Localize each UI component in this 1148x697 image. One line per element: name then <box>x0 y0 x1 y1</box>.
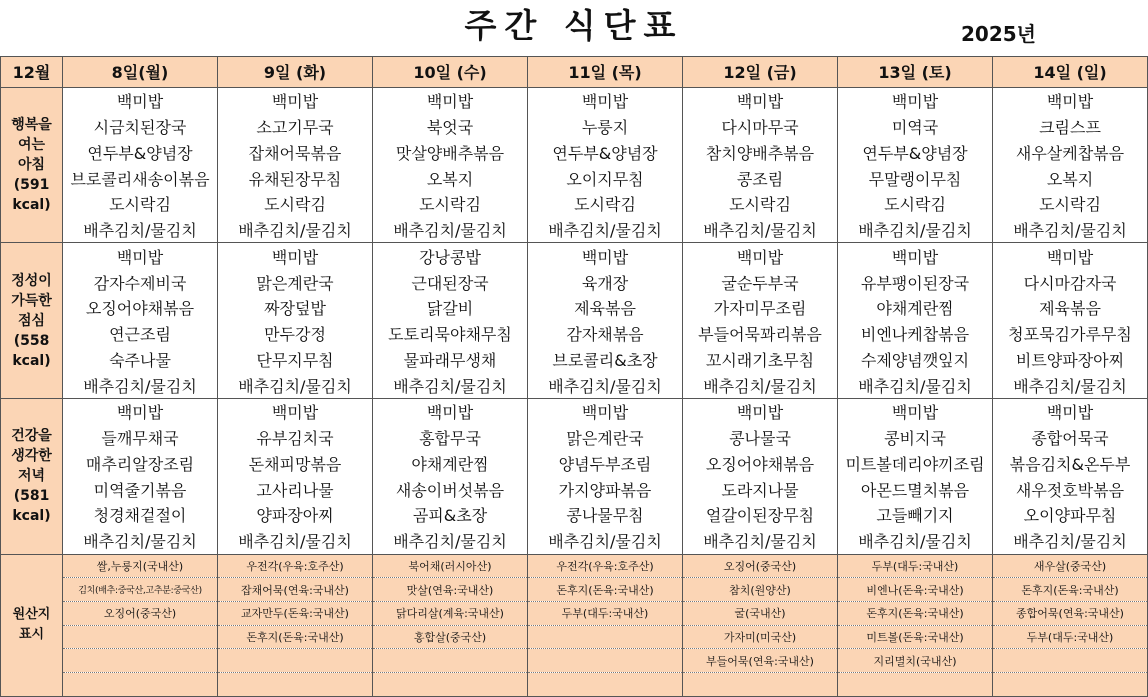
menu-row <box>1 139 1148 165</box>
dish-cell: 잡채어묵볶음 <box>218 139 373 165</box>
dish-cell: 백미밥 <box>528 398 683 424</box>
dish-cell: 미트볼데리야끼조림 <box>838 450 993 476</box>
dish-cell: 콩비지국 <box>838 425 993 451</box>
dish-cell: 백미밥 <box>63 398 218 424</box>
dish-cell: 다시마감자국 <box>993 269 1148 295</box>
origin-row <box>1 673 1148 697</box>
dish-cell: 고사리나물 <box>218 476 373 502</box>
dish-cell: 유부팽이된장국 <box>838 269 993 295</box>
origin-cell <box>993 673 1148 697</box>
origin-cell <box>63 649 218 673</box>
meal-label-line: 가득한 <box>11 292 52 309</box>
dish-cell: 백미밥 <box>683 398 838 424</box>
menu-row <box>1 191 1148 217</box>
dish-cell: 백미밥 <box>838 243 993 269</box>
dish-cell: 비트양파장아찌 <box>993 346 1148 372</box>
menu-row <box>1 321 1148 347</box>
origin-cell <box>218 673 373 697</box>
dish-cell: 배추김치/물김치 <box>993 217 1148 243</box>
origin-cell: 새우살(중국산) <box>993 554 1148 578</box>
dish-cell: 가자미무조림 <box>683 295 838 321</box>
title-row <box>0 0 1148 57</box>
meal-label-line: kcal) <box>12 352 51 369</box>
menu-row <box>1 87 1148 113</box>
origin-label-line: 원산지 <box>12 607 51 623</box>
dish-cell: 물파래무생채 <box>373 346 528 372</box>
dish-cell: 도시락김 <box>218 191 373 217</box>
dish-cell: 얼갈이된장무침 <box>683 502 838 528</box>
dish-cell: 유부김치국 <box>218 425 373 451</box>
origin-cell: 굴(국내산) <box>683 601 838 625</box>
dish-cell: 새우젓호박볶음 <box>993 476 1148 502</box>
dish-cell: 도라지나물 <box>683 476 838 502</box>
dish-cell: 백미밥 <box>993 87 1148 113</box>
dish-cell: 곰피&초장 <box>373 502 528 528</box>
dish-cell: 도시락김 <box>528 191 683 217</box>
menu-row <box>1 243 1148 269</box>
day-header: 11일 (목) <box>528 57 683 88</box>
year-label: 2025년 <box>961 22 1036 46</box>
meal-label <box>1 243 63 399</box>
dish-cell: 볶음김치&온두부 <box>993 450 1148 476</box>
day-header: 12일 (금) <box>683 57 838 88</box>
dish-cell: 배추김치/물김치 <box>838 217 993 243</box>
dish-cell: 새우살케찹볶음 <box>993 139 1148 165</box>
meal-label-line: 점심 <box>17 312 46 329</box>
origin-cell: 우전각(우육:호주산) <box>218 554 373 578</box>
dish-cell: 백미밥 <box>218 87 373 113</box>
dish-cell: 배추김치/물김치 <box>528 372 683 398</box>
menu-row <box>1 295 1148 321</box>
dish-cell: 백미밥 <box>993 243 1148 269</box>
dish-cell: 근대된장국 <box>373 269 528 295</box>
origin-label <box>1 554 63 697</box>
menu-row <box>1 528 1148 554</box>
dish-cell: 강낭콩밥 <box>373 243 528 269</box>
month-cell: 12월 <box>1 57 63 88</box>
dish-cell: 백미밥 <box>373 87 528 113</box>
dish-cell: 배추김치/물김치 <box>528 528 683 554</box>
meal-label-line: 정성이 <box>11 272 52 289</box>
dish-cell: 연두부&양념장 <box>528 139 683 165</box>
origin-cell: 돈후지(돈육:국내산) <box>838 601 993 625</box>
day-header: 9일 (화) <box>218 57 373 88</box>
dish-cell: 닭갈비 <box>373 295 528 321</box>
origin-cell: 참치(원양산) <box>683 578 838 602</box>
dish-cell: 야채계란찜 <box>373 450 528 476</box>
dish-cell: 연두부&양념장 <box>63 139 218 165</box>
dish-cell: 배추김치/물김치 <box>63 372 218 398</box>
dish-cell: 오복지 <box>993 165 1148 191</box>
origin-cell: 돈후지(돈육:국내산) <box>993 578 1148 602</box>
dish-cell: 백미밥 <box>218 243 373 269</box>
origin-cell: 맛살(연육:국내산) <box>373 578 528 602</box>
dish-cell: 도시락김 <box>63 191 218 217</box>
origin-cell: 비엔나(돈육:국내산) <box>838 578 993 602</box>
menu-row <box>1 346 1148 372</box>
origin-cell: 두부(대두:국내산) <box>528 601 683 625</box>
origin-row <box>1 649 1148 673</box>
dish-cell: 백미밥 <box>373 398 528 424</box>
dish-cell: 제육볶음 <box>528 295 683 321</box>
dish-cell: 만두강정 <box>218 321 373 347</box>
dish-cell: 배추김치/물김치 <box>838 372 993 398</box>
meal-label-line: 아침 <box>17 157 46 174</box>
dish-cell: 배추김치/물김치 <box>373 217 528 243</box>
origin-cell <box>838 673 993 697</box>
dish-cell: 백미밥 <box>993 398 1148 424</box>
dish-cell: 양념두부조림 <box>528 450 683 476</box>
origin-cell <box>218 649 373 673</box>
origin-cell: 잡채어묵(연육:국내산) <box>218 578 373 602</box>
dish-cell: 도토리묵야채무침 <box>373 321 528 347</box>
meal-label <box>1 398 63 554</box>
dish-cell: 오복지 <box>373 165 528 191</box>
dish-cell: 크림스프 <box>993 114 1148 140</box>
origin-row <box>1 625 1148 649</box>
dish-cell: 홍합무국 <box>373 425 528 451</box>
dish-cell: 배추김치/물김치 <box>528 217 683 243</box>
dish-cell: 연근조림 <box>63 321 218 347</box>
dish-cell: 매추리알장조림 <box>63 450 218 476</box>
dish-cell: 배추김치/물김치 <box>63 217 218 243</box>
menu-row <box>1 425 1148 451</box>
origin-cell <box>373 649 528 673</box>
origin-cell: 지리멸치(국내산) <box>838 649 993 673</box>
dish-cell: 단무지무침 <box>218 346 373 372</box>
dish-cell: 제육볶음 <box>993 295 1148 321</box>
dish-cell: 백미밥 <box>63 243 218 269</box>
menu-row <box>1 114 1148 140</box>
origin-cell: 우전각(우육:호주산) <box>528 554 683 578</box>
origin-cell: 북어채(러시아산) <box>373 554 528 578</box>
dish-cell: 배추김치/물김치 <box>838 528 993 554</box>
dish-cell: 비엔나케찹볶음 <box>838 321 993 347</box>
meal-label-line: 저녁 <box>17 468 46 485</box>
dish-cell: 배추김치/물김치 <box>683 217 838 243</box>
menu-row <box>1 450 1148 476</box>
origin-cell: 미트볼(돈육:국내산) <box>838 625 993 649</box>
dish-cell: 배추김치/물김치 <box>218 372 373 398</box>
dish-cell: 가지양파볶음 <box>528 476 683 502</box>
dish-cell: 시금치된장국 <box>63 114 218 140</box>
day-header: 10일 (수) <box>373 57 528 88</box>
origin-cell <box>373 673 528 697</box>
dish-cell: 백미밥 <box>683 243 838 269</box>
dish-cell: 수제양념깻잎지 <box>838 346 993 372</box>
day-header: 14일 (일) <box>993 57 1148 88</box>
dish-cell: 백미밥 <box>528 87 683 113</box>
dish-cell: 소고기무국 <box>218 114 373 140</box>
dish-cell: 백미밥 <box>528 243 683 269</box>
menu-row <box>1 398 1148 424</box>
dish-cell: 콩조림 <box>683 165 838 191</box>
dish-cell: 콩나물국 <box>683 425 838 451</box>
dish-cell: 맑은계란국 <box>528 425 683 451</box>
dish-cell: 오징어야채볶음 <box>683 450 838 476</box>
dish-cell: 들깨무채국 <box>63 425 218 451</box>
menu-row <box>1 372 1148 398</box>
day-header: 13일 (토) <box>838 57 993 88</box>
meal-label-line: 건강을 <box>11 428 52 445</box>
meal-label-line: (581 <box>13 488 50 505</box>
dish-cell: 감자채볶음 <box>528 321 683 347</box>
meal-label-line: (558 <box>13 332 50 349</box>
dish-cell: 오이지무침 <box>528 165 683 191</box>
dish-cell: 연두부&양념장 <box>838 139 993 165</box>
dish-cell: 돈채피망볶음 <box>218 450 373 476</box>
page-title: 주간 식단표 <box>464 6 684 45</box>
dish-cell: 브로콜리&초장 <box>528 346 683 372</box>
origin-row <box>1 578 1148 602</box>
origin-cell <box>528 649 683 673</box>
dish-cell: 배추김치/물김치 <box>993 372 1148 398</box>
origin-cell: 두부(대두:국내산) <box>838 554 993 578</box>
origin-cell: 가자미(미국산) <box>683 625 838 649</box>
menu-row <box>1 165 1148 191</box>
origin-cell: 닭다리살(계육:국내산) <box>373 601 528 625</box>
dish-cell: 청경채겉절이 <box>63 502 218 528</box>
origin-cell <box>993 649 1148 673</box>
dish-cell: 미역국 <box>838 114 993 140</box>
dish-cell: 새송이버섯볶음 <box>373 476 528 502</box>
dish-cell: 도시락김 <box>373 191 528 217</box>
dish-cell: 배추김치/물김치 <box>373 528 528 554</box>
dish-cell: 오징어야채볶음 <box>63 295 218 321</box>
menu-row <box>1 269 1148 295</box>
origin-cell: 홍합살(중국산) <box>373 625 528 649</box>
dish-cell: 유채된장무침 <box>218 165 373 191</box>
dish-cell: 백미밥 <box>838 87 993 113</box>
dish-cell: 참치양배추볶음 <box>683 139 838 165</box>
origin-cell <box>528 673 683 697</box>
origin-cell <box>528 625 683 649</box>
dish-cell: 배추김치/물김치 <box>683 528 838 554</box>
dish-cell: 브로콜리새송이볶음 <box>63 165 218 191</box>
origin-row <box>1 601 1148 625</box>
dish-cell: 굴순두부국 <box>683 269 838 295</box>
meal-label-line: kcal) <box>12 197 51 214</box>
dish-cell: 누룽지 <box>528 114 683 140</box>
dish-cell: 백미밥 <box>683 87 838 113</box>
dish-cell: 맑은계란국 <box>218 269 373 295</box>
dish-cell: 짜장덮밥 <box>218 295 373 321</box>
dish-cell: 배추김치/물김치 <box>218 217 373 243</box>
dish-cell: 백미밥 <box>838 398 993 424</box>
dish-cell: 도시락김 <box>683 191 838 217</box>
dish-cell: 양파장아찌 <box>218 502 373 528</box>
dish-cell: 육개장 <box>528 269 683 295</box>
origin-cell: 부들어묵(연육:국내산) <box>683 649 838 673</box>
dish-cell: 도시락김 <box>993 191 1148 217</box>
dish-cell: 배추김치/물김치 <box>373 372 528 398</box>
day-header: 8일(월) <box>63 57 218 88</box>
header-row <box>1 57 1148 88</box>
dish-cell: 미역줄기볶음 <box>63 476 218 502</box>
origin-cell: 쌀,누룽지(국내산) <box>63 554 218 578</box>
menu-table <box>0 56 1148 697</box>
origin-cell: 두부(대두:국내산) <box>993 625 1148 649</box>
dish-cell: 다시마무국 <box>683 114 838 140</box>
menu-row <box>1 476 1148 502</box>
origin-cell: 종합어묵(연육:국내산) <box>993 601 1148 625</box>
dish-cell: 숙주나물 <box>63 346 218 372</box>
origin-cell <box>63 673 218 697</box>
meal-label-line: kcal) <box>12 508 51 525</box>
origin-cell: 오징어(중국산) <box>63 601 218 625</box>
dish-cell: 청포묵김가루무침 <box>993 321 1148 347</box>
dish-cell: 북엇국 <box>373 114 528 140</box>
dish-cell: 도시락김 <box>838 191 993 217</box>
origin-row <box>1 554 1148 578</box>
origin-cell: 김치(배추:중국산,고추분:중국산) <box>63 578 218 602</box>
dish-cell: 야채계란찜 <box>838 295 993 321</box>
dish-cell: 맛살양배추볶음 <box>373 139 528 165</box>
dish-cell: 배추김치/물김치 <box>683 372 838 398</box>
origin-cell: 돈후지(돈육:국내산) <box>528 578 683 602</box>
dish-cell: 부들어묵꽈리볶음 <box>683 321 838 347</box>
dish-cell: 배추김치/물김치 <box>63 528 218 554</box>
menu-row <box>1 217 1148 243</box>
menu-row <box>1 502 1148 528</box>
origin-cell: 돈후지(돈육:국내산) <box>218 625 373 649</box>
dish-cell: 감자수제비국 <box>63 269 218 295</box>
meal-label-line: 생각한 <box>11 448 52 465</box>
dish-cell: 오이양파무침 <box>993 502 1148 528</box>
meal-label-line: 여는 <box>17 137 46 154</box>
origin-cell <box>683 673 838 697</box>
origin-cell: 오징어(중국산) <box>683 554 838 578</box>
dish-cell: 무말랭이무침 <box>838 165 993 191</box>
dish-cell: 백미밥 <box>218 398 373 424</box>
origin-cell <box>63 625 218 649</box>
dish-cell: 백미밥 <box>63 87 218 113</box>
meal-label-line: (591 <box>13 177 50 194</box>
origin-label-line: 표시 <box>18 627 45 643</box>
origin-cell: 교자만두(돈육:국내산) <box>218 601 373 625</box>
dish-cell: 아몬드멸치볶음 <box>838 476 993 502</box>
meal-label <box>1 87 63 243</box>
dish-cell: 꼬시래기초무침 <box>683 346 838 372</box>
dish-cell: 배추김치/물김치 <box>218 528 373 554</box>
dish-cell: 종합어묵국 <box>993 425 1148 451</box>
meal-label-line: 행복을 <box>11 117 52 134</box>
dish-cell: 콩나물무침 <box>528 502 683 528</box>
dish-cell: 고들빼기지 <box>838 502 993 528</box>
dish-cell: 배추김치/물김치 <box>993 528 1148 554</box>
